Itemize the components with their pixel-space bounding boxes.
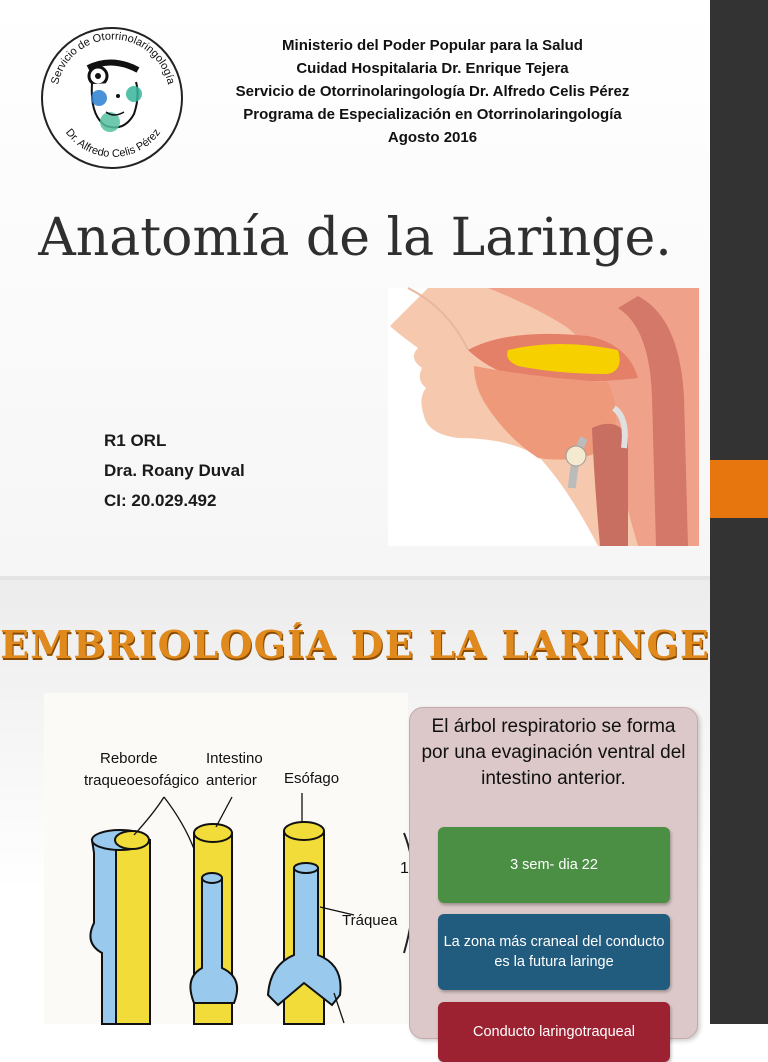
embryology-diagram: [44, 693, 408, 1024]
header-line: Programa de Especialización en Otorrinolaringología: [243, 106, 622, 123]
orl-service-logo: [40, 26, 185, 171]
header-date: Agosto 2016: [387, 129, 478, 146]
sidebar: [710, 0, 768, 1024]
label-traquea: Tráquea: [342, 912, 398, 929]
head-sagittal-anatomy-icon: [388, 288, 699, 546]
author-name: Dra. Roany Duval: [104, 461, 245, 480]
label-reborde: Reborde: [100, 750, 158, 767]
header-line: Ministerio del Poder Popular para la Salud: [282, 37, 583, 54]
svg-text:1: 1: [400, 860, 409, 877]
author-block: [104, 426, 245, 516]
slide-title: EMBRIOLOGÍA DE LA LARINGE: [0, 622, 710, 667]
label-traqueoesofagico: traqueoesofágico: [84, 772, 200, 789]
laryngotracheal-box: Conducto laringotraqueal: [438, 1002, 670, 1062]
panel-text: El árbol respiratorio se forma por una evaginación ventral del intestino anterior.: [421, 716, 686, 789]
logo-top-text: Servicio de Otorrinolaringología: [49, 30, 177, 86]
logo-bottom-text: Dr. Alfredo Celis Pérez: [63, 126, 163, 161]
institution-header: [205, 34, 660, 149]
author-level: R1 ORL: [104, 431, 167, 450]
slide-title: Anatomía de la Laringe.: [38, 208, 672, 268]
timeline-box: 3 sem- dia 22: [438, 827, 670, 903]
info-panel: [409, 707, 698, 1039]
label-anterior: anterior: [206, 772, 257, 789]
header-line: Servicio de Otorrinolaringología Dr. Alfredo Celis Pérez: [235, 83, 630, 100]
author-id: CI: 20.029.492: [104, 491, 217, 510]
slide-2[interactable]: [0, 580, 710, 1040]
label-intestino: Intestino: [206, 750, 263, 767]
sidebar-accent: [710, 460, 768, 518]
laryngeal-origin-box: La zona más craneal del conducto es la futura laringe: [438, 914, 670, 990]
header-line: Cuidad Hospitalaria Dr. Enrique Tejera: [296, 60, 569, 77]
label-esofago: Esófago: [284, 770, 340, 787]
